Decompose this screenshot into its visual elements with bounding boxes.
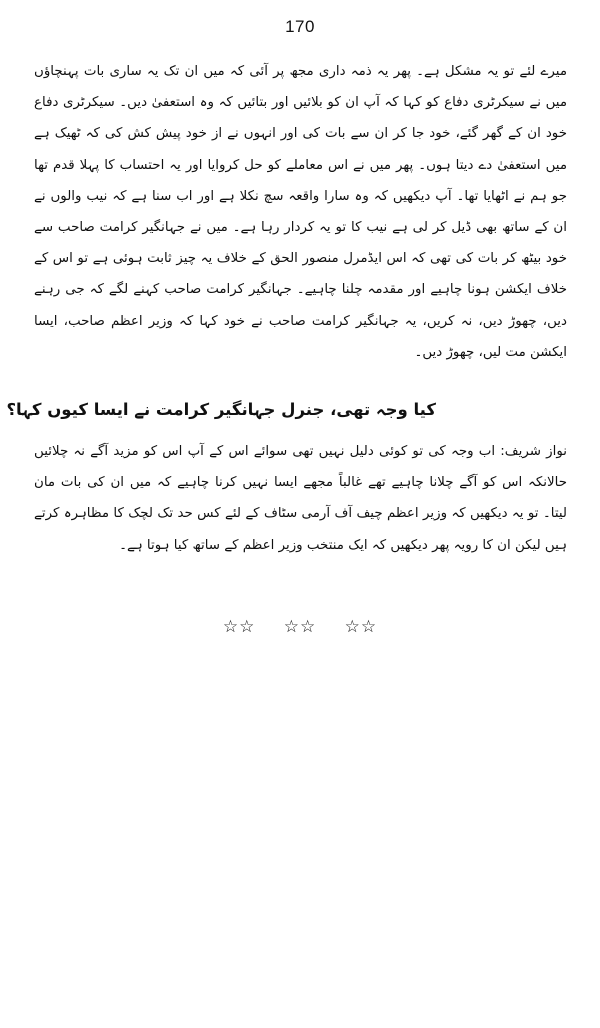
body-paragraph-1 xyxy=(34,56,567,368)
page-number: 170 xyxy=(285,17,315,36)
interview-question: کیا وجہ تھی، جنرل جہانگیر کرامت نے ایسا کیوں کہا؟ xyxy=(6,400,436,419)
section-divider-stars: ☆☆ ☆☆ ☆☆ xyxy=(222,617,378,637)
body-paragraph-2 xyxy=(34,436,567,561)
paragraph-text: میرے لئے تو یہ مشکل ہے۔ پھر یہ ذمہ داری مجھ پر آئی کہ میں ان تک یہ ساری بات پہنچاؤں میں نے سیکرٹری دفاع کو کہا کہ آپ ان کو بلائیں اور بتائیں کہ وہ استعفیٰ دیں۔ سیکرٹری دفاع خود ان کے گھر گئے، خود جا کر ان سے بات کی اور انہوں نے از خود پیش کش کی کہ ٹھیک ہے میں استعفیٰ دے دیتا ہوں۔ پھر میں نے اس معاملے کو حل کروایا اور یہ احتساب کا پہلا قدم تھا جو ہم نے اٹھایا تھا۔ آپ دیکھیں کہ وہ سارا واقعہ سچ نکلا ہے اور اب سنا ہے کہ نیب والوں نے ان کے ساتھ بھی ڈیل کر لی ہے نیب کا تو یہ کردار رہا ہے۔ میں نے جہانگیر کرامت صاحب سے خود بیٹھ کر بات کی تھی کہ اس ایڈمرل منصور الحق کے خلاف یہ چیز ثابت ہوئی ہے تو اس کے خلاف ایکشن ہونا چاہیے اور مقدمہ چلنا چاہیے۔ جہانگیر کرامت صاحب کہنے لگے کہ جی رہنے دیں، چھوڑ دیں، نہ کریں، یہ جہانگیر کرامت صاحب نے خود کہا کہ وزیر اعظم صاحب، ایسا ایکشن مت لیں، چھوڑ دیں۔ xyxy=(34,64,567,360)
answer-text: نواز شریف: اب وجہ کی تو کوئی دلیل نہیں تھی سوائے اس کے آپ اس کو مزید آگے نہ چلائیں حالانکہ اس کو آگے چلانا چاہیے تھے غالباً مجھے ایسا نہیں کرنا چاہیے کہ میں ان کی بات مان لیتا۔ تو یہ دیکھیں کہ وزیر اعظم چیف آف آرمی سٹاف کے لئے کس حد تک لچک کا مظاہرہ کرتے ہیں لیکن ان کا رویہ پھر دیکھیں کہ ایک منتخب وزیر اعظم کے ساتھ کیا ہوتا ہے۔ xyxy=(34,444,567,553)
